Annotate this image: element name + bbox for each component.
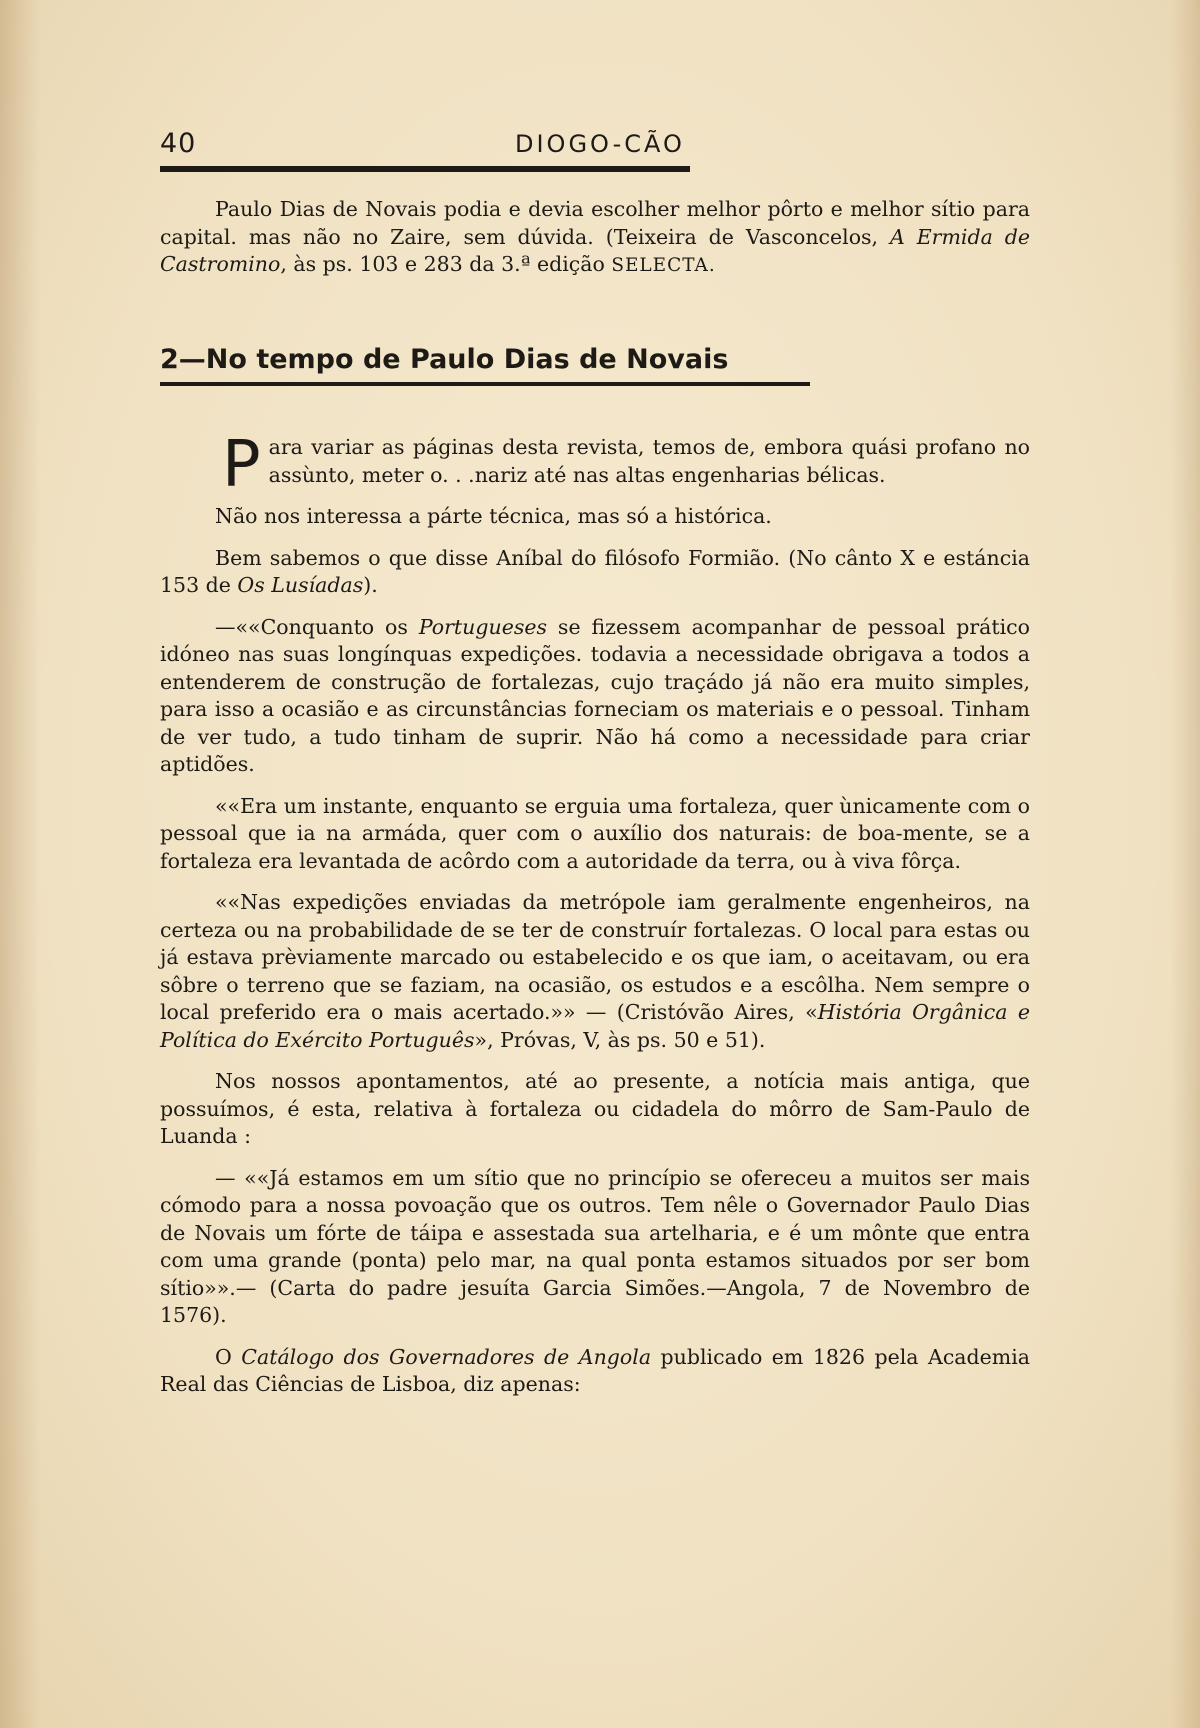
paragraph-1 xyxy=(160,428,1030,502)
paragraph-6-title: História Orgânica e Política do Exército Português xyxy=(160,1000,1030,1052)
page-header xyxy=(160,128,690,168)
running-head: DIOGO-CÃO xyxy=(515,130,685,158)
paragraph-9-text-a: O xyxy=(215,1344,242,1369)
intro-book-title: A Ermida de Castromino xyxy=(160,224,1030,276)
paragraph-3-title: Os Lusíadas xyxy=(237,573,364,597)
paragraph-6 xyxy=(160,889,1030,1054)
page-edge-shadow-right xyxy=(1170,0,1200,1728)
paragraph-5: ««Era um instante, enquanto se erguia uma fortaleza, quer ùnicamente com o pessoal que ia na armáda, quer com o auxílio dos naturais: de boa-mente, se a fortaleza era levantada de acôrdo com a autoridade da terra, ou à viva fôrça. xyxy=(160,793,1030,873)
paragraph-8: — ««Já estamos em um sítio que no princípio se ofereceu a muitos ser mais cómodo para a nossa povoação que os outros. Tem nêle o Governador Paulo Dias de Novais um fórte de táipa e assestada sua artelharia, e é um mônte que entra com uma grande (ponta) pelo mar, na qual ponta estamos situados por ser bom sítio»».— (Carta do padre jesuíta Garcia Simões.—Angola, 7 de Novembro de 1576). xyxy=(160,1165,1030,1327)
paragraph-3 xyxy=(160,545,1030,600)
page-number: 40 xyxy=(160,128,197,159)
paragraph-9-title: Catálogo dos Governadores de Angola xyxy=(241,1344,652,1369)
paragraph-4 xyxy=(160,614,1030,779)
paragraph-3-text-b: ). xyxy=(363,573,378,597)
paragraph-9-text-b: publicado em 1826 pela Academia Real das Ciências de Lisboa, diz apenas: xyxy=(160,1344,1030,1396)
paragraph-9 xyxy=(160,1344,1030,1399)
paragraph-6-text-b: », Próvas, V, às ps. 50 e 51). xyxy=(474,1027,766,1052)
paragraph-4-text-b: se fizessem acompanhar de pessoal prático idóneo nas suas longínquas expedições. todavia a necessidade obrigava a todos a entenderem de construção de fortalezas, cujo traçádo já não era muito simples, para isso a ocasião e as circunstâncias forneciam os materiais e o pessoal. Tinham de ver tudo, a tudo tinham de suprir. Não há como a necessidade para criar aptidões. xyxy=(160,614,1031,776)
paragraph-6-text-a: ««Nas expedições enviadas da metrópole iam geralmente engenheiros, na certeza ou na probabilidade de se ter de construír fortalezas. O local para estas ou já estava prèviamente marcado ou estabelecido e os que iam, o aceitavam, ou era sôbre o terreno que se faziam, na ocasião, os estudos e a escôlha. Nem sempre o local preferido era o mais acertado.»» — (Cristóvão Aires, « xyxy=(160,890,1030,1024)
paragraph-3-text-a: Bem sabemos o que disse Aníbal do filósofo Formião. (No cânto X e estáncia 153 de xyxy=(160,545,1030,597)
intro-collection: SELECTA. xyxy=(611,255,716,276)
intro-text-after: , às ps. 103 e 283 da 3.ª edição xyxy=(280,252,612,276)
intro-text: Paulo Dias de Novais podia e devia escolher melhor pôrto e melhor sítio para capital. mas não no Zaire, sem dúvida. (Teixeira de Vasconcelos, xyxy=(160,197,1030,249)
section-body xyxy=(160,428,1031,1399)
intro-paragraph xyxy=(160,196,1030,280)
section-rule xyxy=(160,382,810,386)
header-rule xyxy=(160,166,690,172)
paragraph-2: Não nos interessa a párte técnica, mas só a histórica. xyxy=(215,504,772,528)
section-title: 2—No tempo de Paulo Dias de Novais xyxy=(160,344,729,375)
intro-paragraph-block xyxy=(160,196,1030,280)
paragraph-4-text-a: —««Conquanto os xyxy=(215,614,419,639)
page-edge-shadow-left xyxy=(0,0,40,1728)
paragraph-4-italic: Portugueses xyxy=(418,614,548,639)
drop-cap: P xyxy=(222,428,261,502)
paragraph-7: Nos nossos apontamentos, até ao presente, a notícia mais antiga, que possuímos, é esta, relativa à fortaleza ou cidadela do môrro de Sam-Paulo de Luanda : xyxy=(160,1069,1030,1148)
paragraph-1-text: ara variar as páginas desta revista, temos de, embora quási profano no assùnto, meter o. . .nariz até nas altas engenharias bélicas. xyxy=(268,435,1030,487)
